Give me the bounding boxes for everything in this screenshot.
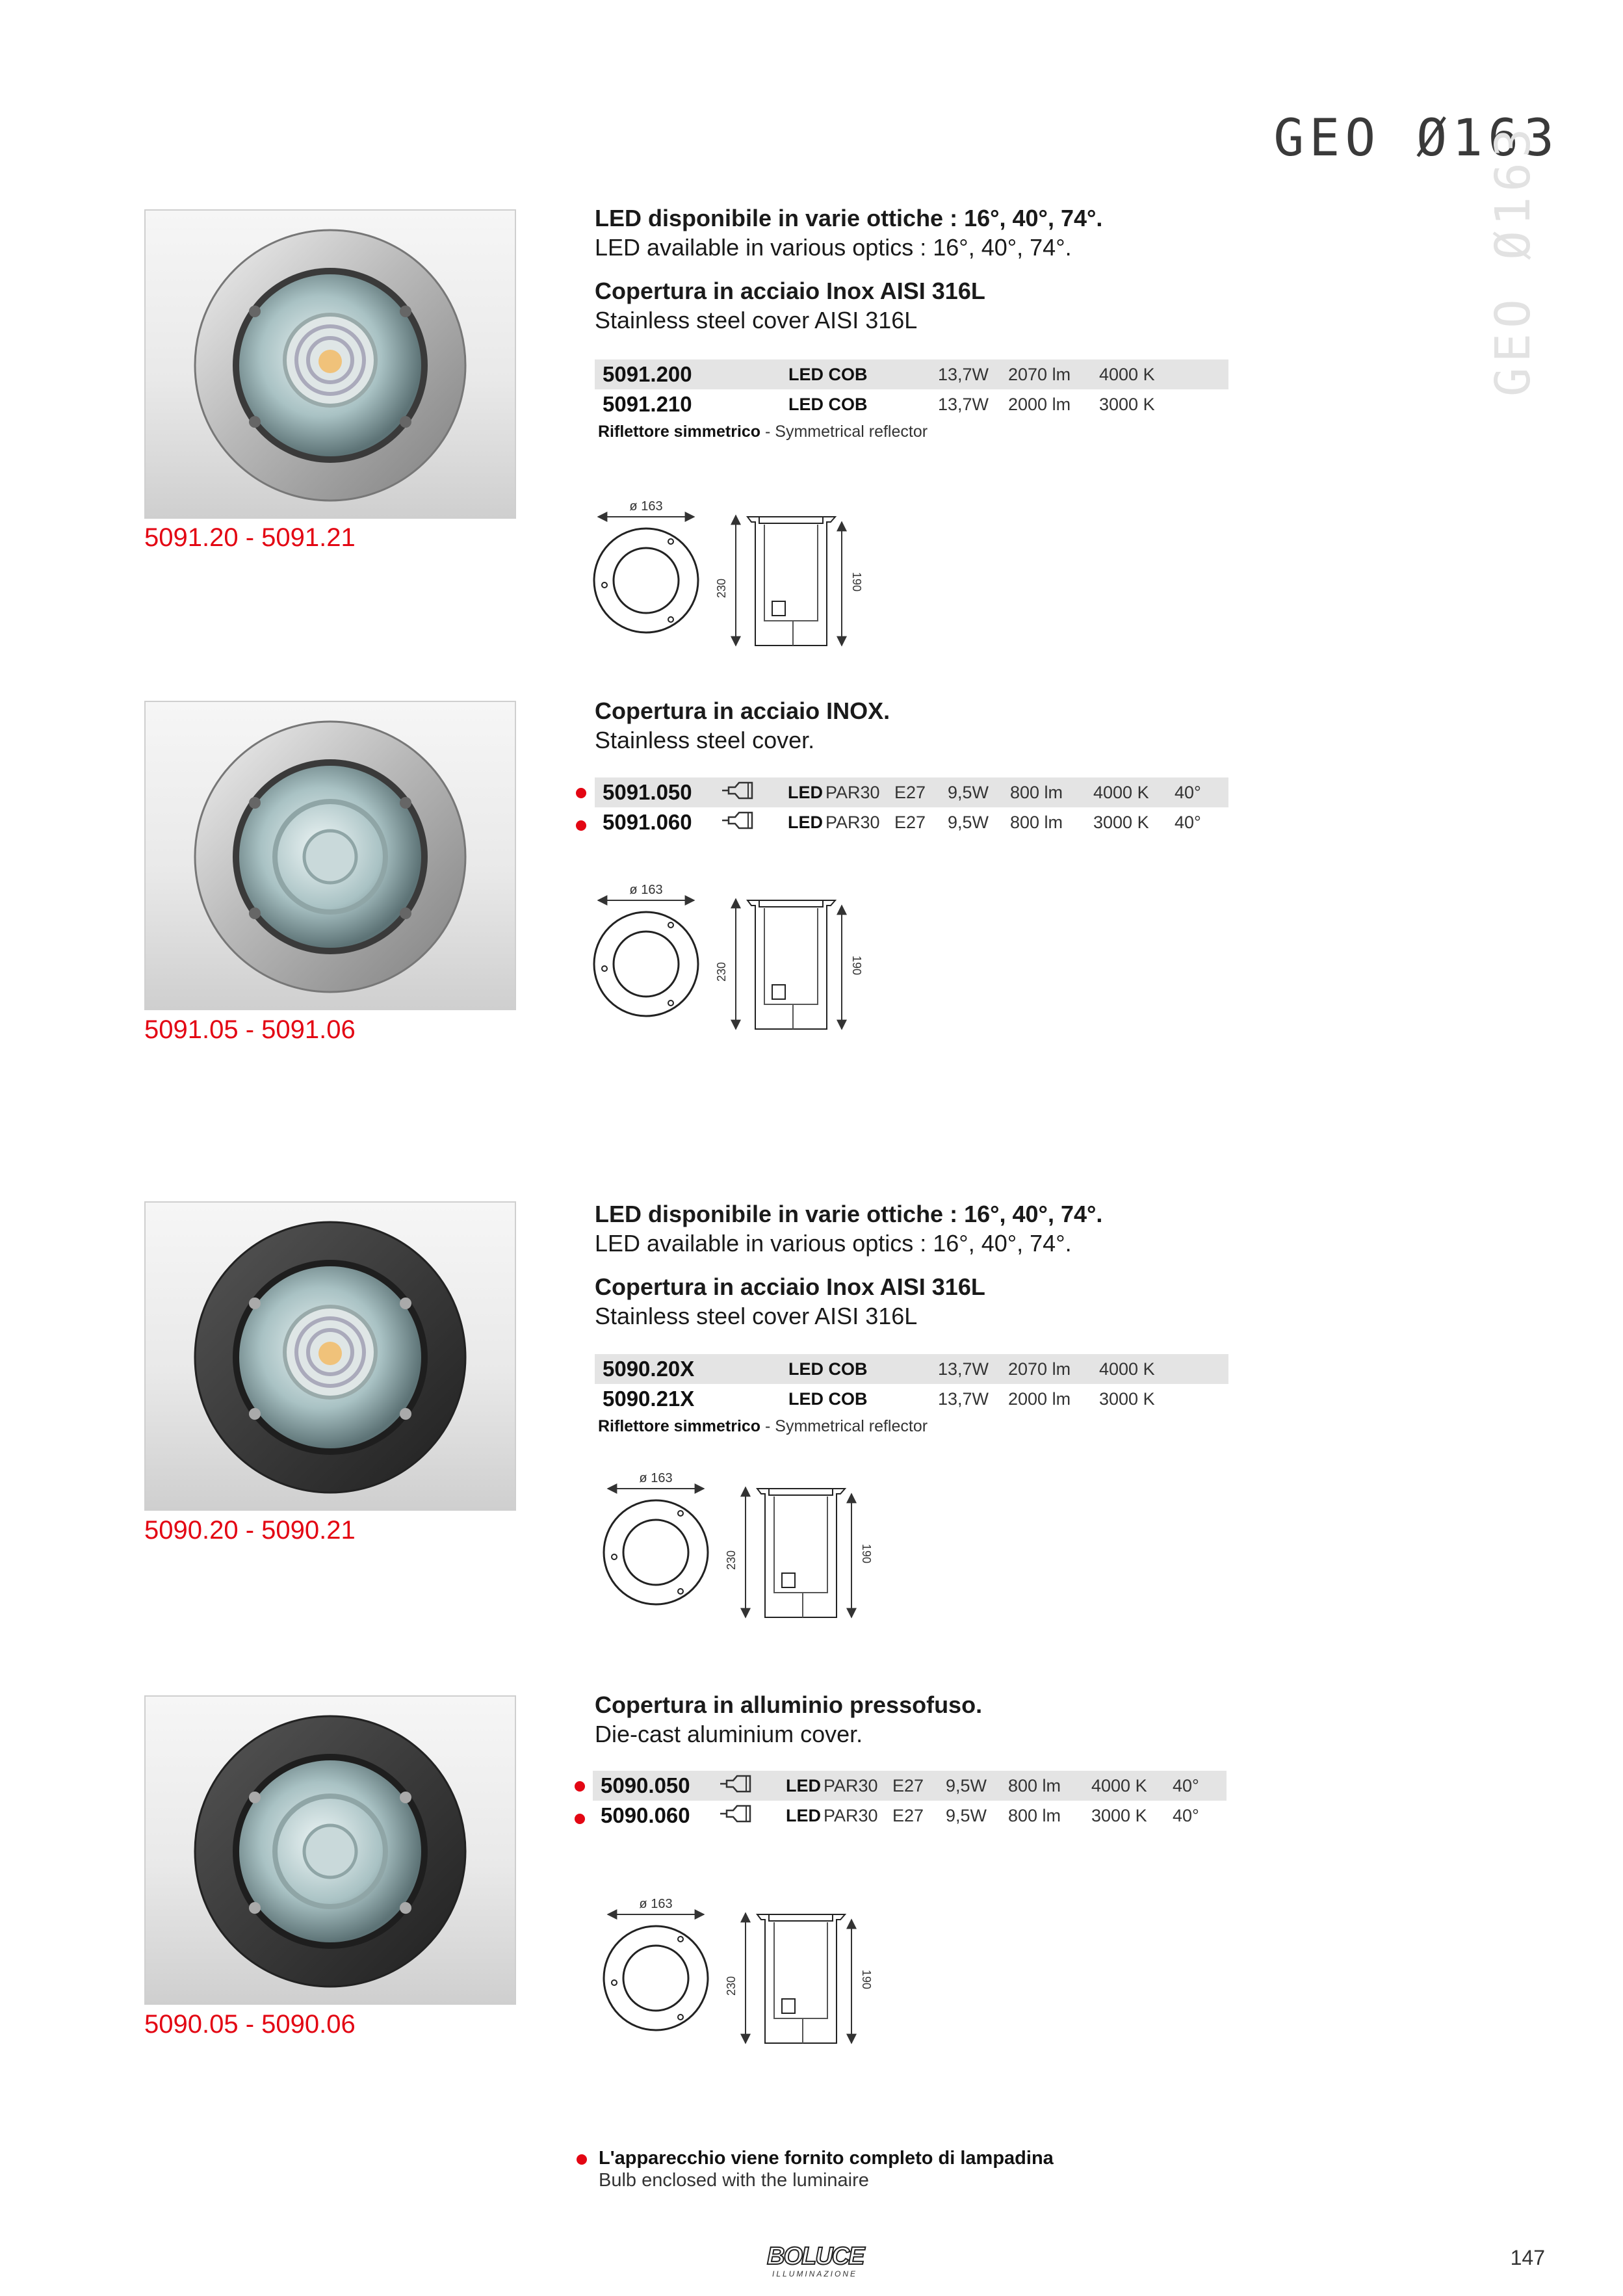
spec-table	[593, 1771, 1227, 1831]
product-code: 5090.21X	[603, 1387, 695, 1411]
led-type: LED	[788, 812, 823, 832]
diameter-label: ø 163	[629, 883, 663, 897]
spec-table	[595, 359, 1228, 419]
reflector-note	[598, 1417, 928, 1436]
description	[595, 696, 890, 755]
kelvin: 3000 K	[1099, 394, 1155, 414]
kelvin: 3000 K	[1093, 812, 1149, 832]
description	[595, 1199, 1102, 1331]
socket: E27	[894, 782, 926, 802]
beam-angle: 40°	[1173, 1775, 1199, 1795]
kelvin: 4000 K	[1093, 782, 1149, 802]
diameter-label: ø 163	[629, 499, 663, 514]
brand-logo-subtext: ILLUMINAZIONE	[772, 2269, 858, 2278]
height-total-label: 230	[715, 578, 728, 599]
lumen: 800 lm	[1010, 812, 1063, 832]
diameter-label: ø 163	[639, 1471, 673, 1485]
product-photo	[144, 209, 516, 519]
product-codes: 5091.05 - 5091.06	[144, 1015, 356, 1044]
product-photo	[144, 1695, 516, 2005]
product-code: 5091.210	[603, 392, 692, 416]
power: 13,7W	[938, 394, 989, 414]
power: 9,5W	[948, 812, 989, 832]
power: 13,7W	[938, 364, 989, 384]
height-body-label: 190	[860, 1543, 873, 1564]
height-body-label: 190	[850, 571, 863, 592]
spec-table	[595, 1354, 1228, 1414]
reflector-en: - Symmetrical reflector	[760, 1417, 928, 1435]
footer-note	[599, 2147, 1054, 2191]
led-type: LED	[788, 782, 823, 802]
led-type: LED COB	[788, 1389, 868, 1409]
height-body-label: 190	[850, 955, 863, 976]
height-total-label: 230	[725, 1550, 738, 1571]
heading-it: LED disponibile in varie ottiche : 16°, 40°, 74°.	[595, 1201, 1103, 1227]
heading-en: Stainless steel cover AISI 316L	[595, 1303, 918, 1329]
page-number: 147	[1510, 2246, 1545, 2269]
table-row	[595, 807, 1228, 837]
lumen: 2070 lm	[1008, 364, 1071, 384]
height-total-label: 230	[725, 1976, 738, 1996]
lumen: 800 lm	[1008, 1775, 1061, 1795]
reflector-note	[598, 423, 928, 441]
heading-en: LED available in various optics : 16°, 40°, 74°.	[595, 1230, 1072, 1257]
table-row	[593, 1771, 1227, 1801]
socket: E27	[892, 1805, 924, 1825]
kelvin: 3000 K	[1099, 1389, 1155, 1409]
reflector-it: Riflettore simmetrico	[598, 423, 761, 441]
lamp-type: PAR30	[825, 812, 880, 832]
lumen: 800 lm	[1010, 782, 1063, 802]
table-row	[595, 1354, 1228, 1384]
heading-en: Stainless steel cover.	[595, 727, 815, 753]
height-total-label: 230	[715, 961, 728, 982]
heading-en: LED available in various optics : 16°, 40°, 74°.	[595, 234, 1072, 261]
table-row	[595, 1384, 1228, 1414]
description	[595, 203, 1102, 335]
power: 13,7W	[938, 1359, 989, 1379]
power: 9,5W	[946, 1775, 987, 1795]
beam-angle: 40°	[1175, 782, 1201, 802]
product-code: 5091.060	[603, 810, 692, 834]
kelvin: 4000 K	[1099, 1359, 1155, 1379]
lamp-type: PAR30	[825, 782, 880, 802]
heading-it: Copertura in acciaio Inox AISI 316L	[595, 278, 985, 304]
description	[595, 1690, 982, 1749]
product-code: 5090.060	[601, 1803, 690, 1827]
power: 13,7W	[938, 1389, 989, 1409]
reflector-it: Riflettore simmetrico	[598, 1417, 761, 1435]
product-codes: 5090.20 - 5090.21	[144, 1516, 356, 1545]
technical-drawing	[585, 874, 910, 1040]
table-row	[595, 389, 1228, 419]
brand-logo-text: BOLUCE	[767, 2243, 864, 2270]
heading-it: Copertura in acciaio INOX.	[595, 698, 890, 724]
led-type: LED COB	[788, 1359, 868, 1379]
product-photo	[144, 1201, 516, 1511]
lamp-icon	[720, 807, 788, 837]
product-code: 5091.050	[603, 780, 692, 804]
beam-angle: 40°	[1175, 812, 1201, 832]
footer-note-it: L'apparecchio viene fornito completo di lampadina	[599, 2148, 1054, 2169]
heading-it: Copertura in acciaio Inox AISI 316L	[595, 1273, 985, 1300]
heading-en: Die-cast aluminium cover.	[595, 1721, 863, 1747]
lamp-icon	[718, 1771, 786, 1801]
socket: E27	[894, 812, 926, 832]
product-code: 5091.200	[603, 362, 692, 386]
page-title: GEO Ø163	[1273, 109, 1559, 168]
heading-en: Stainless steel cover AISI 316L	[595, 307, 918, 333]
led-type: LED COB	[788, 394, 868, 414]
lumen: 2000 lm	[1008, 1389, 1071, 1409]
power: 9,5W	[946, 1805, 987, 1825]
heading-it: LED disponibile in varie ottiche : 16°, 40°, 74°.	[595, 205, 1103, 231]
led-type: LED COB	[788, 364, 868, 384]
lamp-icon	[720, 777, 788, 807]
table-row	[595, 777, 1228, 807]
technical-drawing	[595, 1463, 920, 1628]
led-type: LED	[786, 1805, 821, 1825]
table-row	[593, 1801, 1227, 1831]
bulb-included-dot	[575, 1781, 585, 1792]
socket: E27	[892, 1775, 924, 1795]
kelvin: 4000 K	[1091, 1775, 1147, 1795]
lamp-type: PAR30	[824, 1805, 878, 1825]
reflector-en: - Symmetrical reflector	[760, 423, 928, 441]
lamp-type: PAR30	[824, 1775, 878, 1795]
lamp-icon	[718, 1801, 786, 1831]
lumen: 800 lm	[1008, 1805, 1061, 1825]
table-row	[595, 359, 1228, 389]
bulb-included-dot	[577, 2154, 587, 2165]
bulb-included-dot	[576, 820, 586, 831]
technical-drawing	[585, 491, 910, 657]
power: 9,5W	[948, 782, 989, 802]
kelvin: 4000 K	[1099, 364, 1155, 384]
product-code: 5090.050	[601, 1773, 690, 1797]
beam-angle: 40°	[1173, 1805, 1199, 1825]
bulb-included-dot	[575, 1814, 585, 1824]
product-codes: 5090.05 - 5090.06	[144, 2010, 356, 2039]
height-body-label: 190	[860, 1969, 873, 1990]
diameter-label: ø 163	[639, 1897, 673, 1911]
lumen: 2070 lm	[1008, 1359, 1071, 1379]
kelvin: 3000 K	[1091, 1805, 1147, 1825]
product-photo	[144, 701, 516, 1010]
technical-drawing	[595, 1888, 920, 2054]
heading-it: Copertura in alluminio pressofuso.	[595, 1691, 983, 1718]
spec-table	[595, 777, 1228, 837]
brand-logo	[766, 2241, 876, 2283]
lumen: 2000 lm	[1008, 394, 1071, 414]
bulb-included-dot	[576, 788, 586, 798]
footer-note-en: Bulb enclosed with the luminaire	[599, 2170, 869, 2191]
product-code: 5090.20X	[603, 1357, 695, 1381]
led-type: LED	[786, 1775, 821, 1795]
product-codes: 5091.20 - 5091.21	[144, 523, 356, 552]
side-title: GEO Ø163	[1485, 123, 1541, 397]
